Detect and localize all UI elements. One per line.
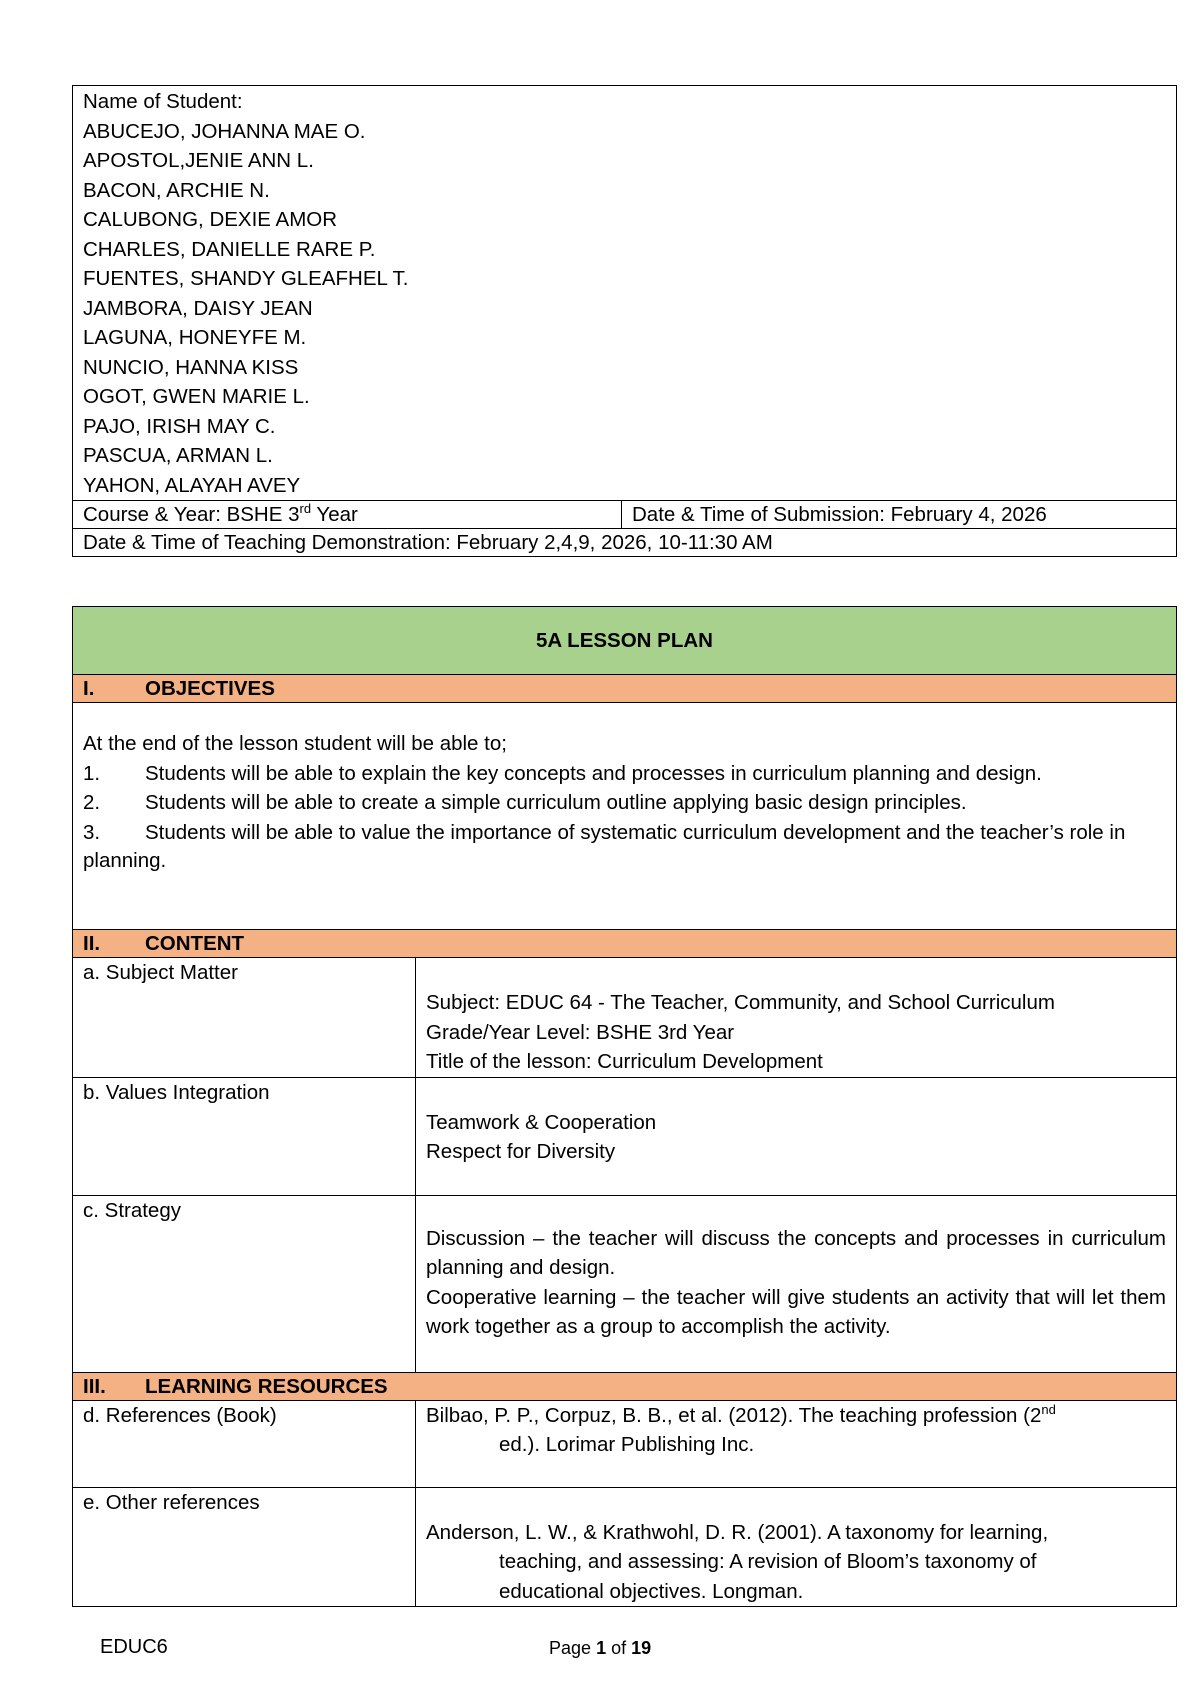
ref-book-sup: nd xyxy=(1041,1401,1056,1417)
ref-book-cell xyxy=(416,1400,1177,1487)
student-name: JAMBORA, DAISY JEAN xyxy=(83,296,313,320)
student-name: PASCUA, ARMAN L. xyxy=(83,444,273,467)
subject-matter-cell xyxy=(416,958,1177,1078)
student-name: ABUCEJO, JOHANNA MAE O. xyxy=(83,119,366,143)
objectives-cell xyxy=(73,703,1177,930)
objectives-num: I. xyxy=(83,677,95,700)
strategy-item: Cooperative learning – the teacher will give students an activity that will let them work together as a group to accomplish the activity. xyxy=(426,1285,1166,1338)
values-cell xyxy=(416,1077,1177,1195)
objectives-intro: At the end of the lesson student will be able to; xyxy=(83,732,507,755)
ref-book-line-2: ed.). Lorimar Publishing Inc. xyxy=(499,1433,755,1456)
lesson-title-line: Title of the lesson: Curriculum Development xyxy=(426,1050,823,1073)
student-name: PAJO, IRISH MAY C. xyxy=(83,414,276,438)
lesson-plan-table xyxy=(72,606,1177,1607)
student-name: FUENTES, SHANDY GLEAFHEL T. xyxy=(83,267,409,290)
footer-page-number xyxy=(549,1638,651,1659)
subject-line: Subject: EDUC 64 - The Teacher, Community, and School Curriculum xyxy=(426,991,1055,1014)
content-heading-text: CONTENT xyxy=(145,932,245,955)
strategy-label: c. Strategy xyxy=(73,1195,416,1372)
student-name: YAHON, ALAYAH AVEY xyxy=(83,473,301,497)
other-ref-line-3: educational objectives. Longman. xyxy=(499,1579,804,1603)
other-ref-label: e. Other references xyxy=(73,1487,416,1607)
footer-page-current: 1 xyxy=(596,1638,607,1658)
course-year-cell xyxy=(73,501,622,529)
student-names-label: Name of Student: xyxy=(83,90,243,113)
footer-course-code: EDUC6 xyxy=(100,1636,168,1658)
teaching-demo-cell: Date & Time of Teaching Demonstration: February 2,4,9, 2026, 10-11:30 AM xyxy=(73,529,1177,557)
student-name: OGOT, GWEN MARIE L. xyxy=(83,385,310,408)
student-name: NUNCIO, HANNA KISS xyxy=(83,355,299,379)
objective-item xyxy=(83,759,1166,789)
objectives-heading xyxy=(73,675,1177,703)
student-info-table xyxy=(72,85,1177,557)
objective-text: Students will be able to explain the key concepts and processes in curriculum planning and design. xyxy=(145,761,1042,785)
ref-book-line xyxy=(426,1401,1166,1431)
student-name: CALUBONG, DEXIE AMOR xyxy=(83,208,338,231)
course-year-suffix: Year xyxy=(311,503,358,526)
value-item: Teamwork & Cooperation xyxy=(426,1110,657,1134)
objective-item xyxy=(83,818,1166,846)
objectives-tail: planning. xyxy=(83,848,167,872)
values-label: b. Values Integration xyxy=(73,1077,416,1195)
footer-page-word: Page xyxy=(549,1638,592,1658)
other-ref-line: Anderson, L. W., & Krathwohl, D. R. (2001). A taxonomy for learning, xyxy=(426,1520,1049,1544)
objectives-heading-text: OBJECTIVES xyxy=(145,677,275,700)
student-name: CHARLES, DANIELLE RARE P. xyxy=(83,237,376,261)
other-ref-line-2: teaching, and assessing: A revision of Bloom’s taxonomy of xyxy=(499,1550,1037,1573)
content-heading xyxy=(73,930,1177,958)
course-year-prefix: Course & Year: BSHE 3 xyxy=(83,503,300,526)
value-item: Respect for Diversity xyxy=(426,1140,616,1163)
course-year-sup: rd xyxy=(299,501,312,517)
content-num: II. xyxy=(83,932,101,955)
grade-level-line: Grade/Year Level: BSHE 3rd Year xyxy=(426,1020,735,1044)
strategy-item: Discussion – the teacher will discuss the concepts and processes in curriculum planning and design. xyxy=(426,1226,1166,1279)
student-name: APOSTOL,JENIE ANN L. xyxy=(83,149,314,172)
footer-page-total: 19 xyxy=(631,1638,652,1658)
resources-num: III. xyxy=(83,1374,106,1398)
objective-text: Students will be able to create a simple curriculum outline applying basic design principles. xyxy=(145,791,967,814)
submission-cell: Date & Time of Submission: February 4, 2026 xyxy=(622,501,1177,529)
objective-number: 2. xyxy=(83,791,101,814)
student-names-cell xyxy=(73,86,1177,501)
other-ref-cell xyxy=(416,1487,1177,1607)
lesson-plan-title: 5A LESSON PLAN xyxy=(73,607,1177,675)
resources-heading xyxy=(73,1372,1177,1400)
student-name: BACON, ARCHIE N. xyxy=(83,178,270,202)
objective-number: 1. xyxy=(83,761,101,785)
student-name: LAGUNA, HONEYFE M. xyxy=(83,326,307,349)
objective-item xyxy=(83,788,1166,818)
strategy-cell xyxy=(416,1195,1177,1372)
footer-of-word: of xyxy=(611,1638,627,1658)
objective-number: 3. xyxy=(83,820,101,844)
ref-book-label: d. References (Book) xyxy=(73,1400,416,1487)
ref-book-text: Bilbao, P. P., Corpuz, B. B., et al. (2012). The teaching profession (2 xyxy=(426,1403,1042,1427)
resources-heading-text: LEARNING RESOURCES xyxy=(145,1374,388,1398)
subject-matter-label: a. Subject Matter xyxy=(73,958,416,1078)
objective-text: Students will be able to value the importance of systematic curriculum development and the teacher’s role in xyxy=(145,820,1126,844)
